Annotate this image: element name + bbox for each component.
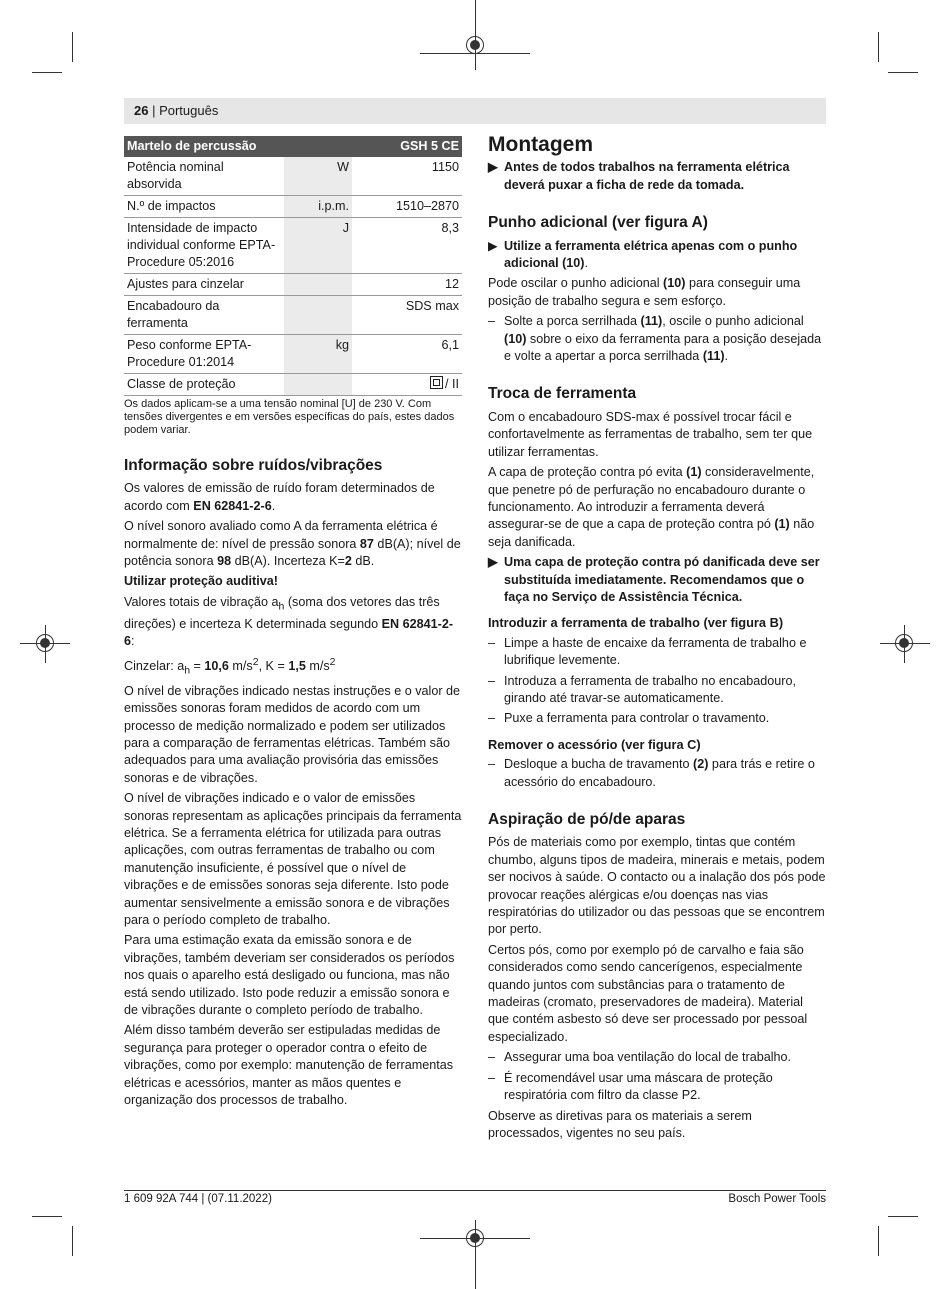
crop-mark bbox=[32, 72, 62, 73]
page-number: 26 bbox=[134, 103, 149, 118]
warning-item: ▶ Utilize a ferramenta elétrica apenas com o punho adicional (10). bbox=[488, 238, 798, 271]
section-heading: Aspiração de pó/de aparas bbox=[488, 811, 686, 828]
page-header: 26 | Português bbox=[124, 98, 826, 124]
triangle-right-icon: ▶ bbox=[488, 238, 498, 253]
spec-unit: i.p.m. bbox=[284, 196, 352, 218]
crop-mark bbox=[888, 1216, 918, 1217]
crop-mark bbox=[878, 1226, 879, 1256]
paragraph: Pode oscilar o punho adicional (10) para conseguir uma posição de trabalho segura e sem esforço. bbox=[488, 276, 801, 308]
left-column bbox=[124, 136, 462, 1112]
table-row bbox=[124, 374, 462, 396]
spec-unit: kg bbox=[284, 335, 352, 374]
table-row bbox=[124, 218, 462, 274]
subsection-heading: Introduzir a ferramenta de trabalho (ver figura B) bbox=[488, 615, 784, 631]
spec-label: Peso conforme EPTA-Procedure 01:2014 bbox=[124, 335, 284, 374]
spec-value: 1510–2870 bbox=[352, 196, 462, 218]
montagem-heading: Montagem bbox=[488, 133, 593, 156]
spec-table-title: Martelo de percussão bbox=[124, 136, 284, 157]
spec-label: Potência nominal absorvida bbox=[124, 157, 284, 196]
crop-mark bbox=[72, 1226, 73, 1256]
paragraph: Com o encabadouro SDS-max é possível trocar fácil e confortavelmente as ferramentas de trabalho, sem ter que utilizar ferramentas. bbox=[488, 409, 813, 459]
spec-unit bbox=[284, 374, 352, 396]
crop-mark bbox=[888, 72, 918, 73]
paragraph: O nível de vibrações indicado e o valor de emissões sonoras representam as aplicações principais da ferramenta elétrica. Se a ferramenta elétrica for utilizada para outras aplicações, com outras ferramentas de trabalho ou com manutenção insuficiente, é possível que o nível de vibrações e de emissões sonoras seja diferente. Isto pode aumentar sensivelmente a emissão sonora e de vibrações para o período completo de trabalho. bbox=[124, 791, 462, 927]
spec-label: Classe de proteção bbox=[124, 374, 284, 396]
list-item: – Solte a porca serrilhada (11), oscile o punho adicional (10) sobre o eixo da ferramenta para a posição desejada e volte a apertar a porca serrilhada (11). bbox=[488, 314, 822, 364]
section-heading: Troca de ferramenta bbox=[488, 385, 637, 403]
spec-unit bbox=[284, 274, 352, 296]
list-item: – Puxe a ferramenta para controlar o travamento. bbox=[488, 711, 770, 726]
spec-unit: W bbox=[284, 157, 352, 196]
spec-value: 6,1 bbox=[352, 335, 462, 374]
paragraph: Cinzelar: $a_h = 10,6$ $m/s^2$, K = 1,5 $m/s^2$ bbox=[124, 655, 336, 677]
table-row bbox=[124, 274, 462, 296]
registration-target-icon bbox=[466, 1229, 484, 1247]
registration-line bbox=[475, 0, 476, 70]
page-language: Português bbox=[159, 103, 219, 118]
paragraph: O nível de vibrações indicado nestas instruções e o valor de emissões sonoras foram medidos de acordo com um processo de medição normalizado e podem ser utilizados para a comparação de ferramentas elétricas. Também são adequados para uma avaliação provisória das emissões sonoras e de vibrações. bbox=[124, 683, 461, 785]
section-heading: Punho adicional (ver figura A) bbox=[488, 214, 708, 232]
warning-item: ▶ Uma capa de proteção contra pó danificada deve ser substituída imediatamente. Recomendamos que o faça no Serviço de Assistência Técnica. bbox=[488, 555, 820, 604]
right-column bbox=[488, 133, 826, 1145]
list-item: – Limpe a haste de encaixe da ferramenta de trabalho e lubrifique levemente. bbox=[488, 635, 807, 668]
list-item: – Desloque a bucha de travamento (2) para trás e retire o acessório do encabadouro. bbox=[488, 757, 815, 789]
spec-table bbox=[124, 136, 462, 396]
paragraph: A capa de proteção contra pó evita (1) consideravelmente, que penetre pó de perfuração no encabadouro durante o funcionamento. Ao introduzir a ferramenta deverá assegurar-se de que a capa de proteção contra pó (1) não seja danificada. bbox=[488, 465, 815, 549]
triangle-right-icon: ▶ bbox=[488, 555, 498, 570]
table-row bbox=[124, 335, 462, 374]
registration-target-icon bbox=[895, 634, 913, 652]
spec-value: / II bbox=[352, 374, 462, 396]
list-item: – Introduza a ferramenta de trabalho no encabadouro, girando até travar-se automaticamente. bbox=[488, 673, 796, 705]
crop-mark bbox=[32, 1216, 62, 1217]
footer-brand: Bosch Power Tools bbox=[728, 1193, 826, 1205]
spec-label: Encabadouro da ferramenta bbox=[124, 296, 284, 335]
spec-note: Os dados aplicam-se a uma tensão nominal [U] de 230 V. Com tensões divergentes e em versões específicas do país, estes dados podem variar. bbox=[124, 398, 455, 436]
paragraph: Observe as diretivas para os materiais a serem processados, vigentes no seu país. bbox=[488, 1108, 752, 1140]
spec-value: 12 bbox=[352, 274, 462, 296]
page-footer bbox=[124, 1190, 826, 1205]
table-row bbox=[124, 196, 462, 218]
spec-label: N.º de impactos bbox=[124, 196, 284, 218]
paragraph: Os valores de emissão de ruído foram determinados de acordo com EN 62841-2-6. bbox=[124, 481, 435, 513]
footer-doc-id: 1 609 92A 744 | (07.11.2022) bbox=[124, 1193, 272, 1205]
paragraph: O nível sonoro avaliado como A da ferramenta elétrica é normalmente de: nível de pressão sonora 87 dB(A); nível de potência sonora 98 dB(A). Incerteza K=2 dB. bbox=[124, 519, 461, 569]
crop-mark bbox=[878, 32, 879, 62]
spec-value: SDS max bbox=[352, 296, 462, 335]
crop-mark bbox=[72, 32, 73, 62]
spec-table-model: GSH 5 CE bbox=[284, 136, 462, 157]
spec-label: Ajustes para cinzelar bbox=[124, 274, 284, 296]
spec-unit: J bbox=[284, 218, 352, 274]
spec-label: Intensidade de impacto individual conforme EPTA-Procedure 05:2016 bbox=[124, 218, 284, 274]
spec-unit bbox=[284, 296, 352, 335]
subsection-heading: Remover o acessório (ver figura C) bbox=[488, 736, 701, 752]
list-item: – É recomendável usar uma máscara de proteção respiratória com filtro da classe P2. bbox=[488, 1070, 773, 1103]
paragraph: Utilizar proteção auditiva! bbox=[124, 574, 278, 589]
table-row bbox=[124, 157, 462, 196]
paragraph: Valores totais de vibração $a_h$ (soma dos vetores das três direções) e incerteza K determinada segundo EN 62841-2-6: bbox=[124, 594, 454, 649]
table-row bbox=[124, 296, 462, 335]
paragraph: Certos pós, como por exemplo pó de carvalho e faia são considerados como sendo cancerígenos, especialmente quando juntos com substâncias para o tratamento de madeiras (cromato, preservadores de madeira). Material que contém asbesto só deve ser processado por pessoal especializado. bbox=[488, 942, 808, 1044]
paragraph: Pós de materiais como por exemplo, tintas que contém chumbo, alguns tipos de madeira, minerais e metais, podem ser nocivos à saúde. O contacto ou a inalação dos pós pode provocar reações alérgicas e/ou doenças nas vias respiratórias do utilizador ou das pessoas que se encontrem por perto. bbox=[488, 835, 826, 937]
paragraph: Para uma estimação exata da emissão sonora e de vibrações, também deveriam ser considerados os períodos nos quais o aparelho está desligado ou funciona, mas não está sendo utilizado. Isto pode reduzir a emissão sonora e de vibrações durante o completo período de trabalho. bbox=[124, 933, 455, 1017]
spec-value: 8,3 bbox=[352, 218, 462, 274]
list-item: – Assegurar uma boa ventilação do local de trabalho. bbox=[488, 1050, 792, 1065]
warning-item: ▶ Antes de todos trabalhos na ferramenta elétrica deverá puxar a ficha de rede da tomada. bbox=[488, 160, 790, 192]
registration-target-icon bbox=[36, 634, 54, 652]
spec-value: 1150 bbox=[352, 157, 462, 196]
protection-class-icon bbox=[430, 376, 443, 389]
noise-heading: Informação sobre ruídos/vibrações bbox=[124, 457, 383, 474]
triangle-right-icon: ▶ bbox=[488, 160, 498, 175]
paragraph: Além disso também deverão ser estipuladas medidas de segurança para proteger o operador contra o efeito de vibrações, como por exemplo: manutenção de ferramentas elétricas e acessórios, manter as mãos quentes e organização dos processos de trabalho. bbox=[124, 1023, 454, 1108]
registration-target-icon bbox=[466, 36, 484, 54]
